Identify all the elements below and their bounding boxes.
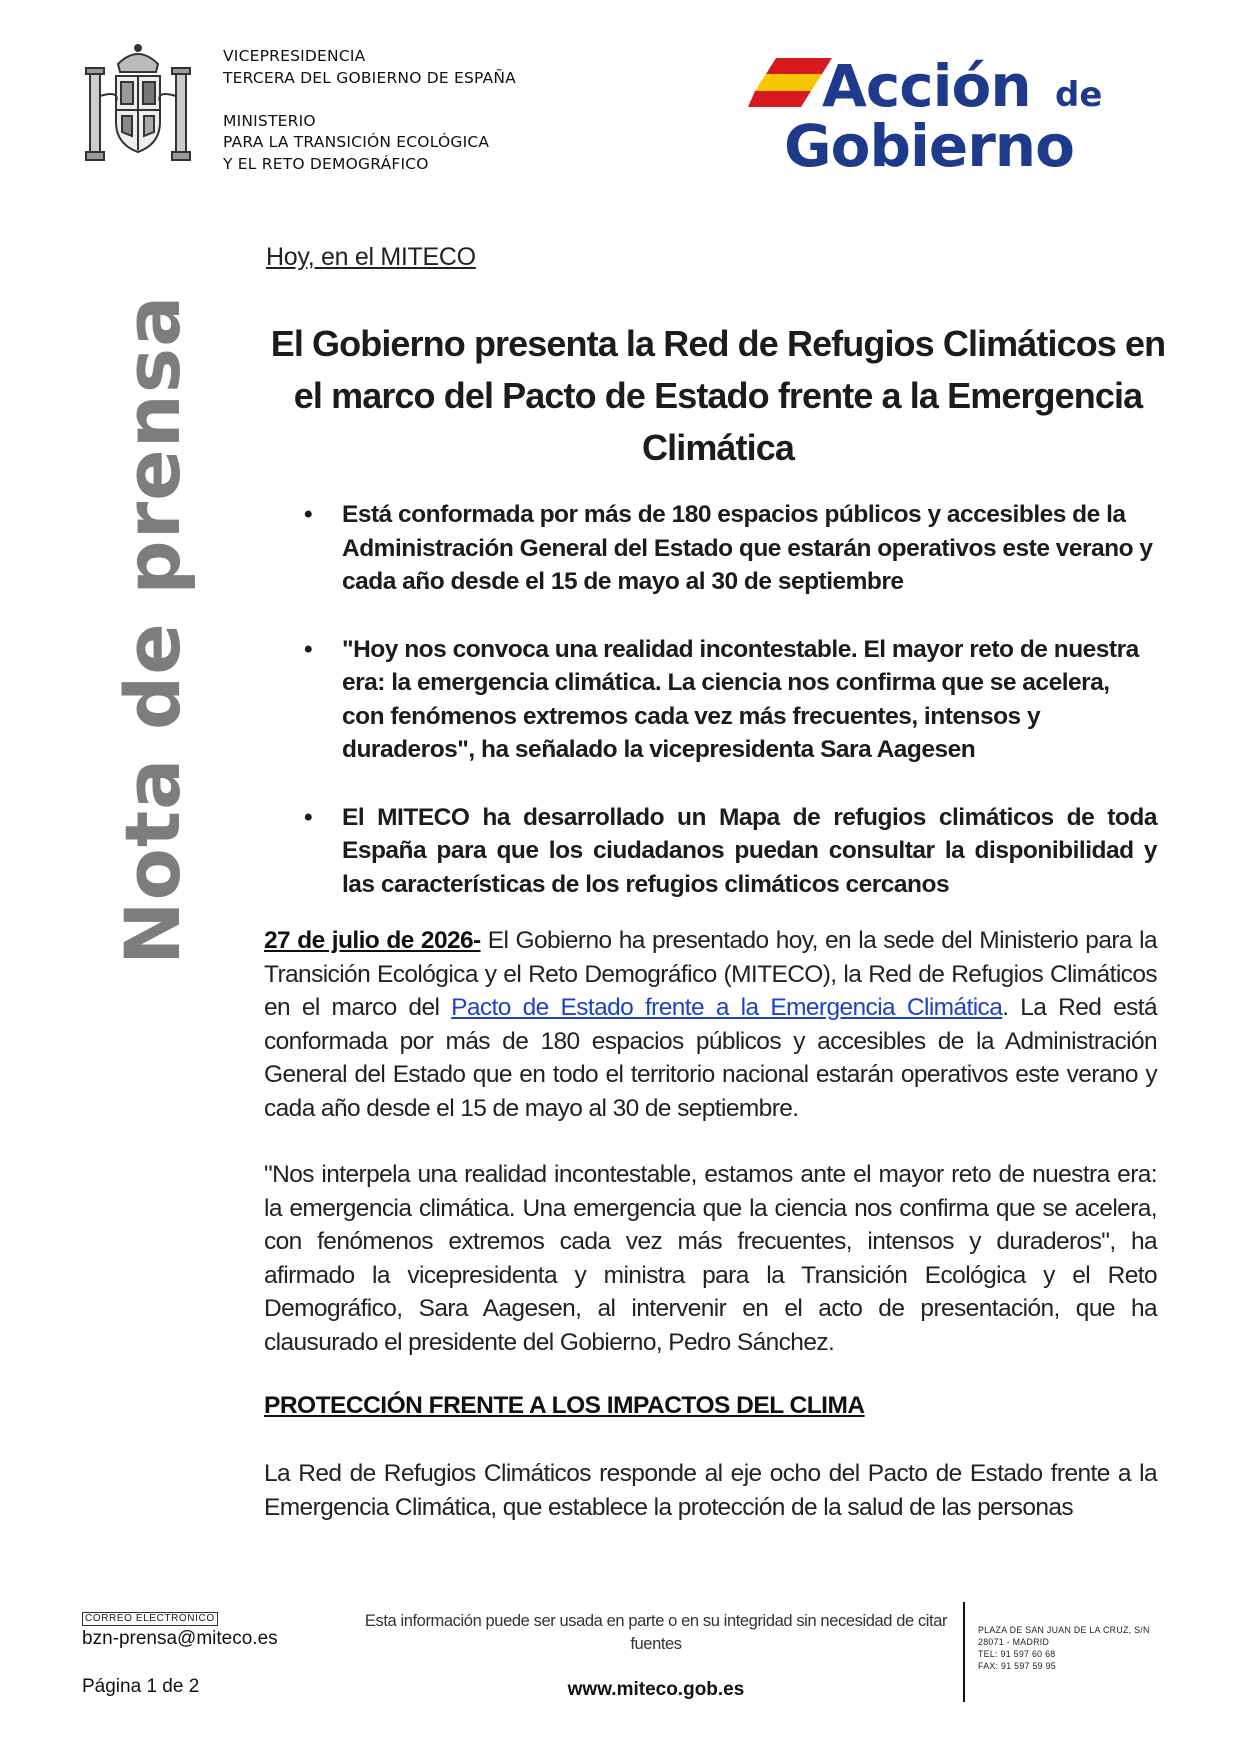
- bullet-text: El MITECO ha desarrollado un Mapa de refugios climáticos de toda España para que los ciudadanos puedan consultar la disponibilidad y las características de los refugios climáticos cercanos: [342, 803, 1157, 898]
- page-title: El Gobierno presenta la Red de Refugios Climáticos en el marco del Pacto de Estado frente a la Emergencia Climática: [270, 323, 1166, 468]
- address-line: 28071 - MADRID: [978, 1637, 1050, 1647]
- ministry-line: Y EL RETO DEMOGRÁFICO: [223, 154, 429, 173]
- bullet-item: [300, 801, 1157, 902]
- press-date: 27 de julio de 2026-: [264, 927, 481, 954]
- summary-bullets: [300, 498, 1157, 935]
- address-line: TEL: 91 597 60 68: [978, 1649, 1056, 1659]
- ministry-header: [223, 46, 516, 175]
- ministry-line: PARA LA TRANSICIÓN ECOLÓGICA: [223, 133, 490, 151]
- logo-word-accion: Acción: [822, 52, 1031, 120]
- bullet-symbol: •: [304, 803, 313, 831]
- pacto-de-estado-link[interactable]: Pacto de Estado frente a la Emergencia Climática: [451, 994, 1003, 1021]
- kicker: Hoy, en el MITECO: [266, 243, 476, 271]
- email-label: CORREO ELECTRÓNICO: [82, 1612, 218, 1626]
- bullet-text: Está conformada por más de 180 espacios públicos y accesibles de la Administración General del Estado que estarán operativos este verano y cada año desde el 15 de mayo al 30 de septiembre: [342, 501, 1153, 595]
- ministry-line: MINISTERIO: [223, 111, 316, 130]
- coat-of-arms-icon: [80, 40, 196, 168]
- address-line: PLAZA DE SAN JUAN DE LA CRUZ, S/N: [978, 1625, 1150, 1635]
- paragraph-1: [264, 924, 1157, 1125]
- paragraph-text: El Gobierno ha presentado hoy, en la sede del Ministerio para la Transición Ecológica y el Reto Demográfico (MITECO), la Red de Refugios Climáticos en el marco del: [264, 927, 1157, 1021]
- section-heading: PROTECCIÓN FRENTE A LOS IMPACTOS DEL CLIMA: [264, 1392, 865, 1419]
- logo-word-de: de: [1055, 75, 1103, 115]
- paragraph-text: . La Red está conformada por más de 180 espacios públicos y accesibles de la Administración General del Estado que en todo el territorio nacional estarán operativos este verano y cada año desde el 15 de mayo al 30 de septiembre.: [264, 994, 1157, 1122]
- ministry-line: TERCERA DEL GOBIERNO DE ESPAÑA: [223, 68, 516, 87]
- accion-de-gobierno-logo: [748, 44, 1148, 174]
- ministry-line: VICEPRESIDENCIA: [223, 47, 366, 65]
- press-email[interactable]: bzn-prensa@miteco.es: [82, 1628, 278, 1649]
- ministry-line: [223, 89, 516, 111]
- logo-word-gobierno: Gobierno: [784, 112, 1074, 174]
- bullet-symbol: •: [304, 501, 313, 528]
- bullet-item: [300, 633, 1157, 767]
- disclaimer: Esta información puede ser usada en parte o en su integridad sin necesidad de citar fuentes: [364, 1612, 948, 1653]
- sidebar-label: Nota de prensa: [108, 294, 197, 965]
- flag-stripe-yellow: [755, 74, 822, 91]
- bullet-item: [300, 498, 1157, 599]
- address-block: [978, 1624, 1150, 1672]
- footer-divider: [963, 1602, 965, 1702]
- paragraph-2: "Nos interpela una realidad incontestable, estamos ante el mayor reto de nuestra era: la emergencia climática. Una emergencia que la ciencia nos confirma que se acelera, con fenómenos extremos cada vez más frecuentes, intensos y duraderos", ha afirmado la vicepresidenta y ministra para la Transición Ecológica y el Reto Demográfico, Sara Aagesen, al intervenir en el acto de presentación, que ha clausurado el presidente del Gobierno, Pedro Sánchez.: [264, 1161, 1157, 1356]
- page-number: Página 1 de 2: [82, 1676, 200, 1697]
- website-link[interactable]: www.miteco.gob.es: [567, 1679, 745, 1700]
- bullet-text: "Hoy nos convoca una realidad incontestable. El mayor reto de nuestra era: la emergencia climática. La ciencia nos confirma que se acelera, con fenómenos extremos cada vez más frecuentes, intensos y duraderos", ha señalado la vicepresidenta Sara Aagesen: [342, 635, 1139, 763]
- bullet-symbol: •: [304, 635, 313, 663]
- paragraph-3: La Red de Refugios Climáticos responde al eje ocho del Pacto de Estado frente a la Emergencia Climática, que establece la protección de la salud de las personas: [264, 1460, 1157, 1521]
- flag-stripe-red: [748, 91, 811, 107]
- address-line: FAX: 91 597 59 95: [978, 1661, 1056, 1671]
